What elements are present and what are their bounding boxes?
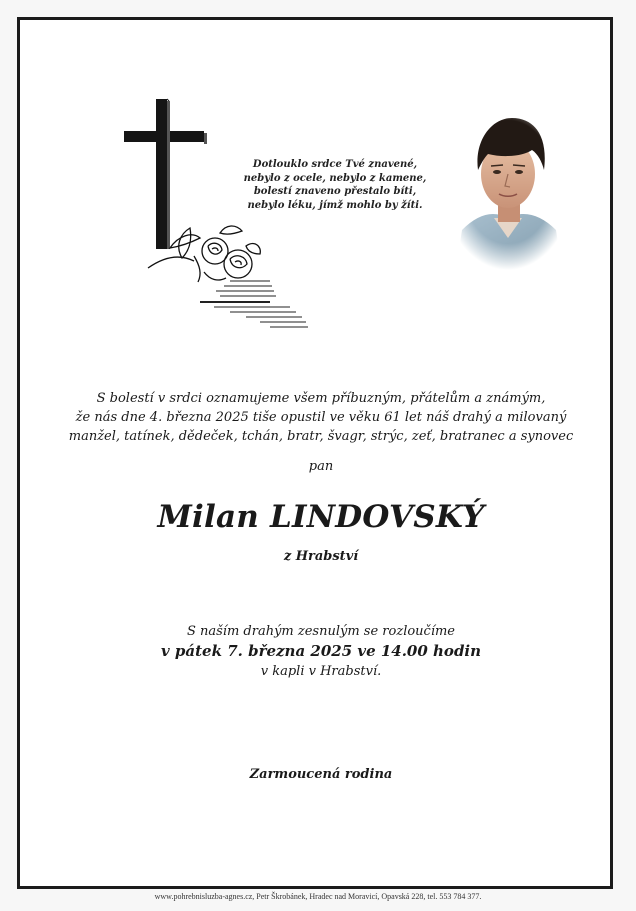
portrait-photo — [448, 110, 568, 270]
obituary-sheet — [17, 17, 613, 889]
funeral-service-footer: www.pohrebnisluzba-agnes.cz, Petr Škrobánek, Hradec nad Moravicí, Opavská 228, tel. 553 784 377. — [154, 892, 482, 901]
farewell-intro: S naším drahým zesnulým se rozloučíme — [186, 624, 456, 639]
announcement-line: že nás dne 4. března 2025 tiše opustil ve věku 61 let náš drahý a milovaný — [75, 410, 567, 425]
deceased-name: Milan LINDOVSKÝ — [157, 499, 485, 535]
death-announcement — [43, 389, 599, 446]
cross-with-roses-icon — [120, 96, 310, 336]
funeral-details — [3, 622, 636, 681]
poem-line: nebylo z ocele, nebylo z kamene, — [243, 172, 427, 184]
funeral-date-time: v pátek 7. března 2025 ve 14.00 hodin — [160, 642, 482, 660]
poem-line: nebylo léku, jímž mohlo by žíti. — [247, 199, 423, 211]
deceased-origin: z Hrabství — [283, 549, 359, 564]
honorific: pan — [308, 459, 334, 474]
poem-line: bolestí znaveno přestalo bíti, — [253, 186, 417, 197]
announcement-line: S bolestí v srdci oznamujeme všem příbuzným, přátelům a známým, — [96, 391, 546, 406]
funeral-location: v kapli v Hrabství. — [260, 664, 382, 679]
memorial-poem — [230, 158, 440, 212]
poem-line: Dotlouklo srdce Tvé znavené, — [252, 159, 418, 170]
signature: Zarmoucená rodina — [249, 767, 393, 782]
announcement-line: manžel, tatínek, dědeček, tchán, bratr, švagr, strýc, zeť, bratranec a synovec — [68, 429, 574, 444]
